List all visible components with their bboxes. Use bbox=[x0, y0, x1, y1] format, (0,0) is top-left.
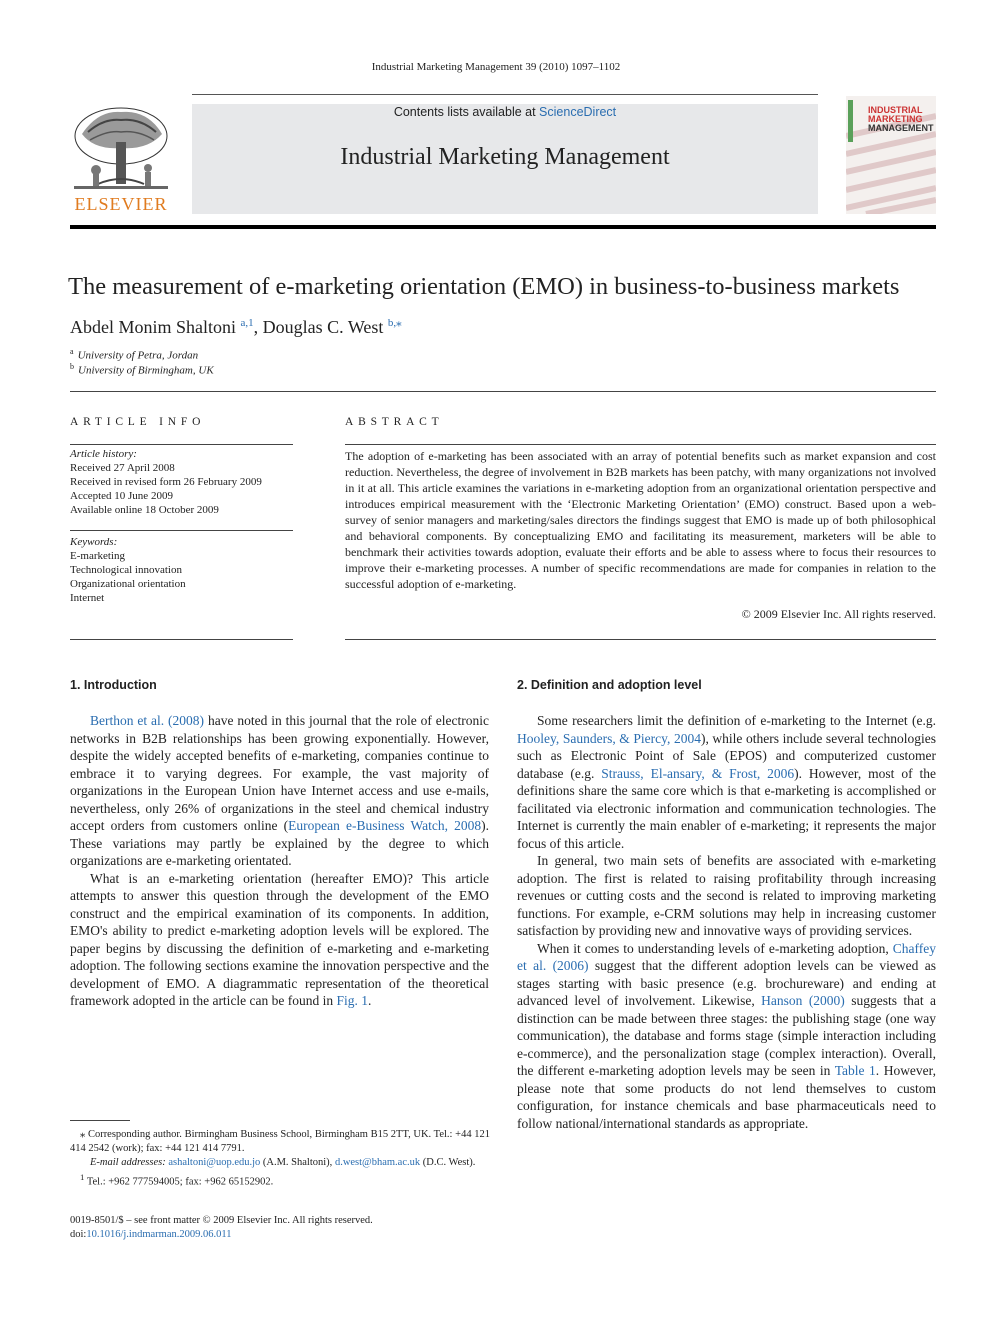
paragraph-text: have noted in this journal that the role of electronic networks in B2B relationships has been growing exponentially. However, despite the widely accepted benefits of e-marketing, companies continue to embrace it to varying degrees. For example, the vast majority of organizations in the European Union have Internet access and use e-mails, nevertheless, only 26% of organizations in the steel and chemical industry accept orders from customers online ( bbox=[70, 713, 489, 833]
journal-reference: Industrial Marketing Management 39 (2010) 1097–1102 bbox=[371, 61, 621, 73]
citation-link[interactable]: Hooley, Saunders, & Piercy, 2004 bbox=[517, 730, 701, 746]
abstract-rule bbox=[345, 444, 936, 445]
abstract-text: The adoption of e-marketing has been associated with an array of potential benefits such as market expansion and cost reduction. Nevertheless, the degree of involvement in B2B markets has been patchy, with many organizations not involved in it at all. This article examines the variations in e-marketing adoption from an organizational orientation perspective and introduces empirical measurement with the ‘Electronic Marketing Orientation’ (EMO) construct. Based upon a web-survey of senior managers and marketing/sales directors the findings suggest that EMO is made up of both philosophical and behavioral components. By conceptualizing EMO and facilitating its measurement, marketers will be able to benchmark their activities towards adoption, evaluate their efforts and be able to assess where to focus their resources to improve their e-marketing processes. A number of specific recommendations are made for companies in relation to the successful adoption of e-marketing. bbox=[345, 449, 936, 591]
keyword: Organizational orientation bbox=[70, 578, 186, 590]
section-heading-introduction: 1. Introduction bbox=[70, 678, 157, 692]
author-separator: , bbox=[253, 317, 263, 337]
info-rule bbox=[70, 444, 293, 445]
doi-line bbox=[70, 1228, 373, 1242]
paragraph-text: ). However, most of the definitions share the same core which is that e-marketing is accomplished or facilitated via electronic information and communication technologies. The Internet is currently the main enabler of e-marketing; it represents the major focus of this article. bbox=[517, 765, 936, 851]
definition-body bbox=[517, 712, 936, 1132]
masthead-rule bbox=[70, 225, 936, 229]
paragraph-text: suggests that a distinction can be made between three stages: the publishing stage (one way communication), the database and forms stage (simple interaction including e-commerce), and the personalization stage (complex interaction). Overall, the different e-marketing adoption levels may be seen in bbox=[517, 993, 936, 1078]
footnote-mark: ⁎ bbox=[80, 1129, 86, 1140]
email-owner: (A.M. Shaltoni), bbox=[260, 1157, 335, 1168]
contents-line bbox=[192, 105, 818, 119]
affiliation bbox=[70, 347, 198, 362]
citation-link[interactable]: Hanson (2000) bbox=[761, 993, 845, 1008]
cover-title-line: MARKETING bbox=[868, 114, 923, 124]
paragraph bbox=[517, 712, 936, 852]
paragraph-text: Some researchers limit the definition of e-marketing to the Internet (e.g. bbox=[537, 713, 936, 728]
keyword: E-marketing bbox=[70, 550, 125, 562]
affiliation-key: b bbox=[70, 362, 74, 371]
doi-link[interactable]: 10.1016/j.indmarman.2009.06.011 bbox=[86, 1229, 232, 1240]
footnote-text: Tel.: +962 777594005; fax: +962 65152902. bbox=[86, 1176, 274, 1188]
info-rule bbox=[70, 639, 293, 640]
introduction-body bbox=[70, 712, 489, 1010]
author-name: Abdel Monim Shaltoni bbox=[70, 317, 236, 337]
article-history bbox=[70, 447, 293, 517]
info-rule bbox=[70, 530, 293, 531]
table-link[interactable]: Table 1 bbox=[834, 1063, 876, 1078]
contents-prefix: Contents lists available at bbox=[393, 105, 540, 119]
paragraph bbox=[70, 712, 489, 870]
email-owner: (D.C. West). bbox=[420, 1157, 476, 1168]
paragraph-text: . bbox=[368, 993, 372, 1008]
affiliation-key: a bbox=[70, 347, 74, 356]
elsevier-logo bbox=[68, 104, 174, 216]
email-label: E-mail addresses: bbox=[90, 1157, 166, 1168]
cover-title-line: INDUSTRIAL bbox=[868, 105, 923, 115]
author-affiliation-mark[interactable]: a,1 bbox=[240, 317, 254, 329]
keywords bbox=[70, 535, 293, 605]
front-matter-line: 0019-8501/$ – see front matter © 2009 Elsevier Inc. All rights reserved. bbox=[70, 1215, 373, 1226]
paragraph-text: suggest that the different adoption levels can be viewed as stages starting with basic presence (e.g. brochureware) and ending at advanced level of involvement. Likewise, bbox=[517, 958, 936, 1008]
journal-name: Industrial Marketing Management bbox=[340, 144, 670, 170]
citation-link[interactable]: Berthon et al. (2008) bbox=[90, 713, 205, 728]
front-matter bbox=[70, 1214, 373, 1242]
abstract-rule bbox=[345, 639, 936, 640]
journal-cover bbox=[846, 96, 936, 214]
email-link[interactable]: ashaltoni@uop.edu.jo bbox=[168, 1157, 261, 1168]
footnote-mark: 1 bbox=[80, 1172, 85, 1182]
citation-link[interactable]: Strauss, El-ansary, & Frost, 2006 bbox=[601, 765, 795, 781]
history-item: Available online 18 October 2009 bbox=[70, 504, 219, 516]
section-rule bbox=[70, 391, 936, 392]
citation-link[interactable]: Chaffey et al. (2006) bbox=[517, 940, 936, 973]
author-list bbox=[70, 316, 402, 338]
header-rule bbox=[192, 94, 818, 95]
paragraph-text: . However, please note that some products do not lend themselves to custom configuration, for instance chemicals and base pharmaceuticals need to follow national/international standards as appropriate. bbox=[517, 1063, 937, 1131]
history-item: Received in revised form 26 February 2009 bbox=[70, 476, 262, 488]
corresponding-author-note bbox=[70, 1128, 490, 1156]
affiliation-text: University of Birmingham, UK bbox=[78, 364, 214, 377]
article-info-heading: ARTICLE INFO bbox=[70, 416, 206, 428]
paragraph bbox=[517, 940, 936, 1133]
keyword: Internet bbox=[70, 592, 105, 604]
cover-title-line: MANAGEMENT bbox=[868, 123, 934, 133]
email-link[interactable]: d.west@bham.ac.uk bbox=[334, 1157, 421, 1168]
paper-title: The measurement of e-marketing orientation (EMO) in business-to-business markets bbox=[68, 273, 900, 300]
sciencedirect-link[interactable]: ScienceDirect bbox=[539, 105, 617, 119]
keyword: Technological innovation bbox=[70, 564, 182, 576]
doi-label: doi: bbox=[70, 1229, 87, 1240]
section-heading-definition: 2. Definition and adoption level bbox=[517, 678, 702, 692]
citation-link[interactable]: European e-Business Watch, 2008 bbox=[288, 818, 482, 833]
email-note bbox=[70, 1156, 490, 1170]
telephone-note bbox=[70, 1170, 490, 1190]
publisher-name: ELSEVIER bbox=[74, 194, 168, 214]
keywords-label: Keywords: bbox=[70, 536, 118, 548]
paragraph-text: ), while others include several technologies such as Electronic Point of Sale (EPOS) and computerized customer database (e.g. bbox=[517, 730, 936, 781]
author-name: Douglas C. West bbox=[262, 317, 384, 337]
abstract-copyright: © 2009 Elsevier Inc. All rights reserved. bbox=[741, 607, 936, 621]
footnotes bbox=[70, 1128, 490, 1190]
history-label: Article history: bbox=[70, 448, 137, 460]
footnote-text: Corresponding author. Birmingham Business School, Birmingham B15 2TT, UK. Tel.: +44 121 414 2542 (work); fax: +44 121 414 7791. bbox=[70, 1129, 490, 1154]
paragraph-text: What is an e-marketing orientation (hereafter EMO)? This article attempts to answer this question through the development of the EMO construct and the empirical examination of its components. In addition, EMO's ability to predict e-marketing adoption levels will be explored. The paper begins by discussing the definition of e-marketing and e-marketing adoption. The following sections examine the innovation perspective and the development of EMO. A diagrammatic representation of the theoretical framework adopted in the article can be found in bbox=[70, 870, 489, 1008]
author-affiliation-mark[interactable]: b,⁎ bbox=[387, 317, 402, 329]
abstract-heading: ABSTRACT bbox=[345, 416, 444, 428]
paragraph bbox=[70, 870, 489, 1010]
affiliation-text: University of Petra, Jordan bbox=[77, 349, 199, 362]
history-item: Accepted 10 June 2009 bbox=[70, 490, 173, 502]
paragraph-text: ). These variations may partly be explained by the degree to which organizations are e-marketing orientated. bbox=[70, 818, 489, 868]
history-item: Received 27 April 2008 bbox=[70, 462, 175, 474]
cover-title bbox=[868, 106, 934, 133]
paragraph: In general, two main sets of benefits are associated with e-marketing adoption. The first is related to raising profitability through increasing revenues or cutting costs and the second is related to improving marketing functions. For example, e-CRM solutions may help in increasing customer satisfaction by providing new and innovative ways of providing services. bbox=[517, 853, 936, 938]
figure-link[interactable]: Fig. 1 bbox=[336, 993, 369, 1008]
affiliation bbox=[70, 362, 214, 377]
paragraph-text: When it comes to understanding levels of e-marketing adoption, bbox=[537, 940, 893, 956]
footnote-rule bbox=[70, 1120, 130, 1121]
